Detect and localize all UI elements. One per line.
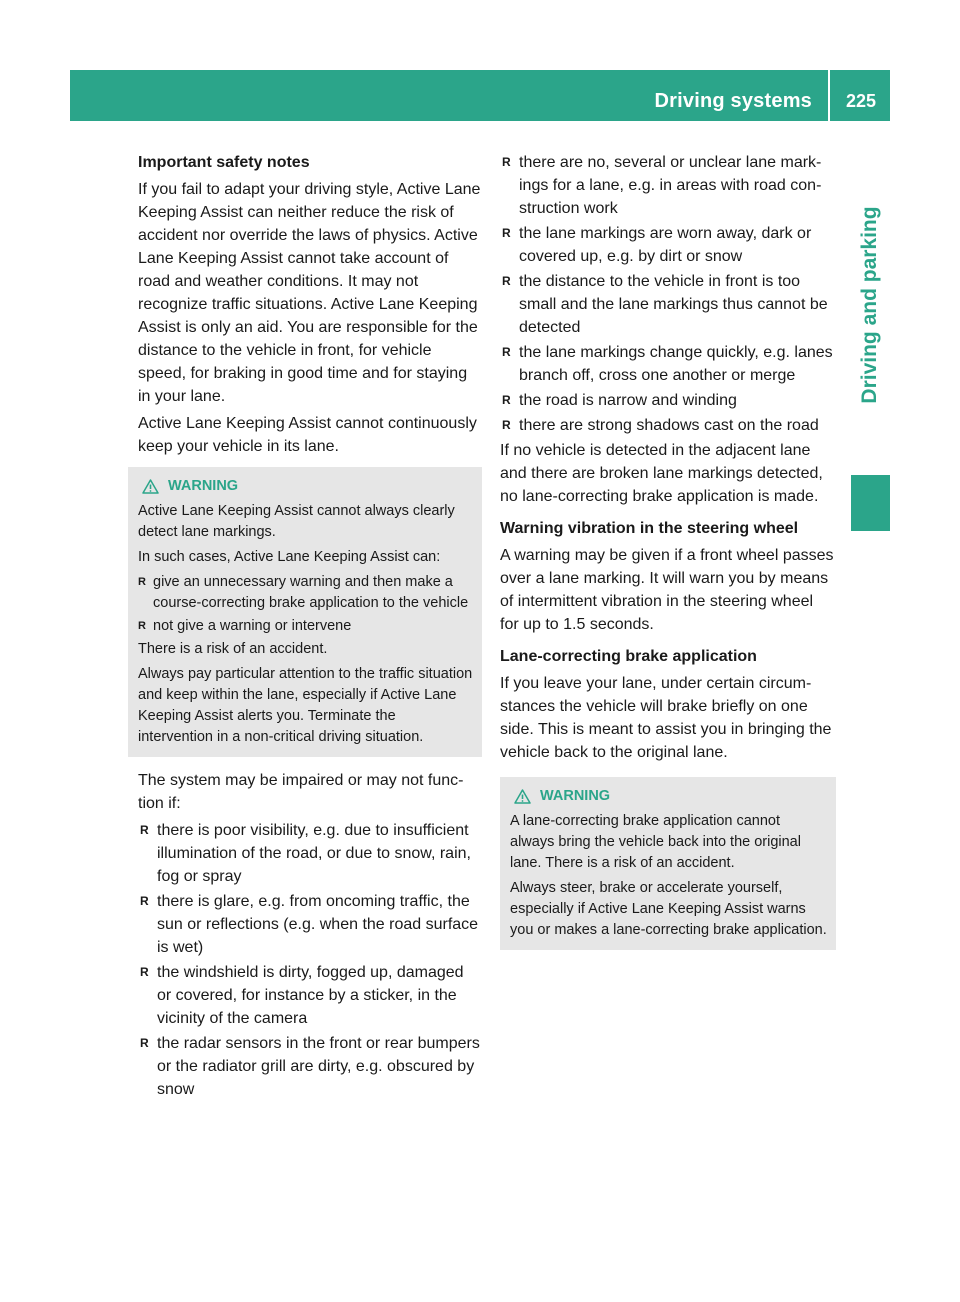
bullet-marker: R bbox=[502, 155, 511, 169]
page-number: 225 bbox=[845, 91, 877, 111]
impair-list bbox=[138, 819, 482, 1101]
list-item-text: give an unnecessary warning and then make a course-correcting brake application to the vehicle bbox=[153, 574, 469, 611]
section-title: Driving systems bbox=[654, 90, 812, 112]
bullet-marker: R bbox=[502, 226, 511, 240]
header-bar bbox=[70, 70, 890, 121]
warning-label: WARNING bbox=[168, 478, 239, 494]
list-item bbox=[138, 961, 482, 1030]
bullet-marker: R bbox=[140, 1036, 149, 1050]
adjacent-lane-paragraph: If no vehicle is detected in the adjacent lane and there are broken lane markings detected, no lane-correcting brake application is made. bbox=[500, 442, 823, 505]
list-item-text: the radar sensors in the front or rear bumpers or the radiator grill are dirty, e.g. obscured by snow bbox=[157, 1035, 480, 1098]
warning-header bbox=[138, 476, 474, 497]
brake-heading: Lane-correcting brake application bbox=[500, 648, 757, 665]
warning-list bbox=[138, 572, 474, 637]
safety-notes-heading: Important safety notes bbox=[138, 154, 310, 171]
intro-paragraph: Active Lane Keeping Assist cannot continuously keep your vehicle in its lane. bbox=[138, 415, 477, 455]
list-item bbox=[138, 1032, 482, 1101]
list-item-text: not give a warning or intervene bbox=[153, 618, 352, 634]
list-item bbox=[500, 341, 836, 387]
bullet-marker: R bbox=[140, 894, 149, 908]
list-item-text: the lane markings are worn away, dark or covered up, e.g. by dirt or snow bbox=[519, 225, 812, 265]
list-item bbox=[500, 414, 836, 437]
intro-paragraph: If you fail to adapt your driving style, Active Lane Keeping Assist can neither reduce the risk of accident nor override the laws of physics. Active Lane Keeping Assist cannot take account of road and weather conditions. It may not recognize traffic situations. Active Lane Keeping Assist is only an aid. You are responsible for the distance to the vehicle in front, for vehicle speed, for braking in good time and for staying in your lane. bbox=[138, 181, 481, 405]
warning-text: A lane-correcting brake application cannot always bring the vehicle back into the original lane. There is a risk of an accident. bbox=[510, 813, 801, 871]
warning-triangle-icon bbox=[142, 479, 159, 494]
list-item-text: the windshield is dirty, fogged up, damaged or covered, for instance by a sticker, in the vicinity of the camera bbox=[157, 964, 464, 1027]
list-item bbox=[138, 616, 474, 637]
chapter-side-tab bbox=[851, 140, 890, 470]
warning-box bbox=[128, 467, 482, 757]
list-item-text: there is poor visibility, e.g. due to insufficient illumination of the road, or due to snow, rain, fog or spray bbox=[157, 822, 471, 885]
list-item-text: there are strong shadows cast on the road bbox=[519, 417, 819, 434]
chapter-label: Driving and parking bbox=[858, 206, 881, 404]
warning-text: Active Lane Keeping Assist cannot always clearly detect lane markings. bbox=[138, 503, 455, 540]
list-item-text: the distance to the vehicle in front is too small and the lane markings thus cannot be detected bbox=[519, 273, 828, 336]
vibration-heading: Warning vibration in the steering wheel bbox=[500, 520, 799, 537]
list-item-text: there are no, several or unclear lane markings for a lane, e.g. in areas with road construction work bbox=[519, 154, 822, 217]
warning-text: In such cases, Active Lane Keeping Assist can: bbox=[138, 549, 441, 565]
warning-text: Always steer, brake or accelerate yourself, especially if Active Lane Keeping Assist warns you or makes a lane-correcting brake application. bbox=[510, 880, 827, 938]
header-divider bbox=[828, 70, 830, 121]
impair-intro: The system may be impaired or may not function if: bbox=[138, 772, 464, 812]
chapter-marker bbox=[851, 475, 890, 531]
warning-label: WARNING bbox=[540, 788, 611, 804]
impair-list-continued bbox=[500, 151, 836, 437]
list-item bbox=[138, 572, 474, 614]
brake-paragraph: If you leave your lane, under certain circumstances the vehicle will brake briefly on one side. This is meant to assist you in bringing the vehicle back to the original lane. bbox=[500, 675, 832, 761]
bullet-marker: R bbox=[502, 393, 511, 407]
warning-header bbox=[510, 786, 828, 807]
list-item bbox=[500, 151, 836, 220]
warning-text: There is a risk of an accident. bbox=[138, 641, 328, 657]
list-item bbox=[138, 890, 482, 959]
bullet-marker: R bbox=[502, 274, 511, 288]
warning-triangle-icon bbox=[514, 789, 531, 804]
list-item bbox=[500, 270, 836, 339]
right-column bbox=[500, 151, 836, 962]
list-item-text: the road is narrow and winding bbox=[519, 392, 737, 409]
list-item bbox=[500, 389, 836, 412]
warning-box bbox=[500, 777, 836, 950]
bullet-marker: R bbox=[140, 965, 149, 979]
list-item bbox=[138, 819, 482, 888]
warning-text: Always pay particular attention to the traffic situation and keep within the lane, especially if Active Lane Keeping Assist alerts you. Terminate the intervention in a non-critical driving situation. bbox=[138, 666, 473, 745]
list-item-text: the lane markings change quickly, e.g. lanes branch off, cross one another or merge bbox=[519, 344, 833, 384]
bullet-marker: R bbox=[502, 345, 511, 359]
bullet-marker: R bbox=[140, 823, 149, 837]
list-item bbox=[500, 222, 836, 268]
list-item-text: there is glare, e.g. from oncoming traffic, the sun or reflections (e.g. when the road surface is wet) bbox=[157, 893, 479, 956]
left-column bbox=[138, 151, 482, 1103]
bullet-marker: R bbox=[502, 418, 511, 432]
bullet-marker: R bbox=[138, 620, 146, 632]
bullet-marker: R bbox=[138, 576, 146, 588]
vibration-paragraph: A warning may be given if a front wheel passes over a lane marking. It will warn you by means of intermittent vibration in the steering wheel for up to 1.5 seconds. bbox=[500, 547, 834, 633]
